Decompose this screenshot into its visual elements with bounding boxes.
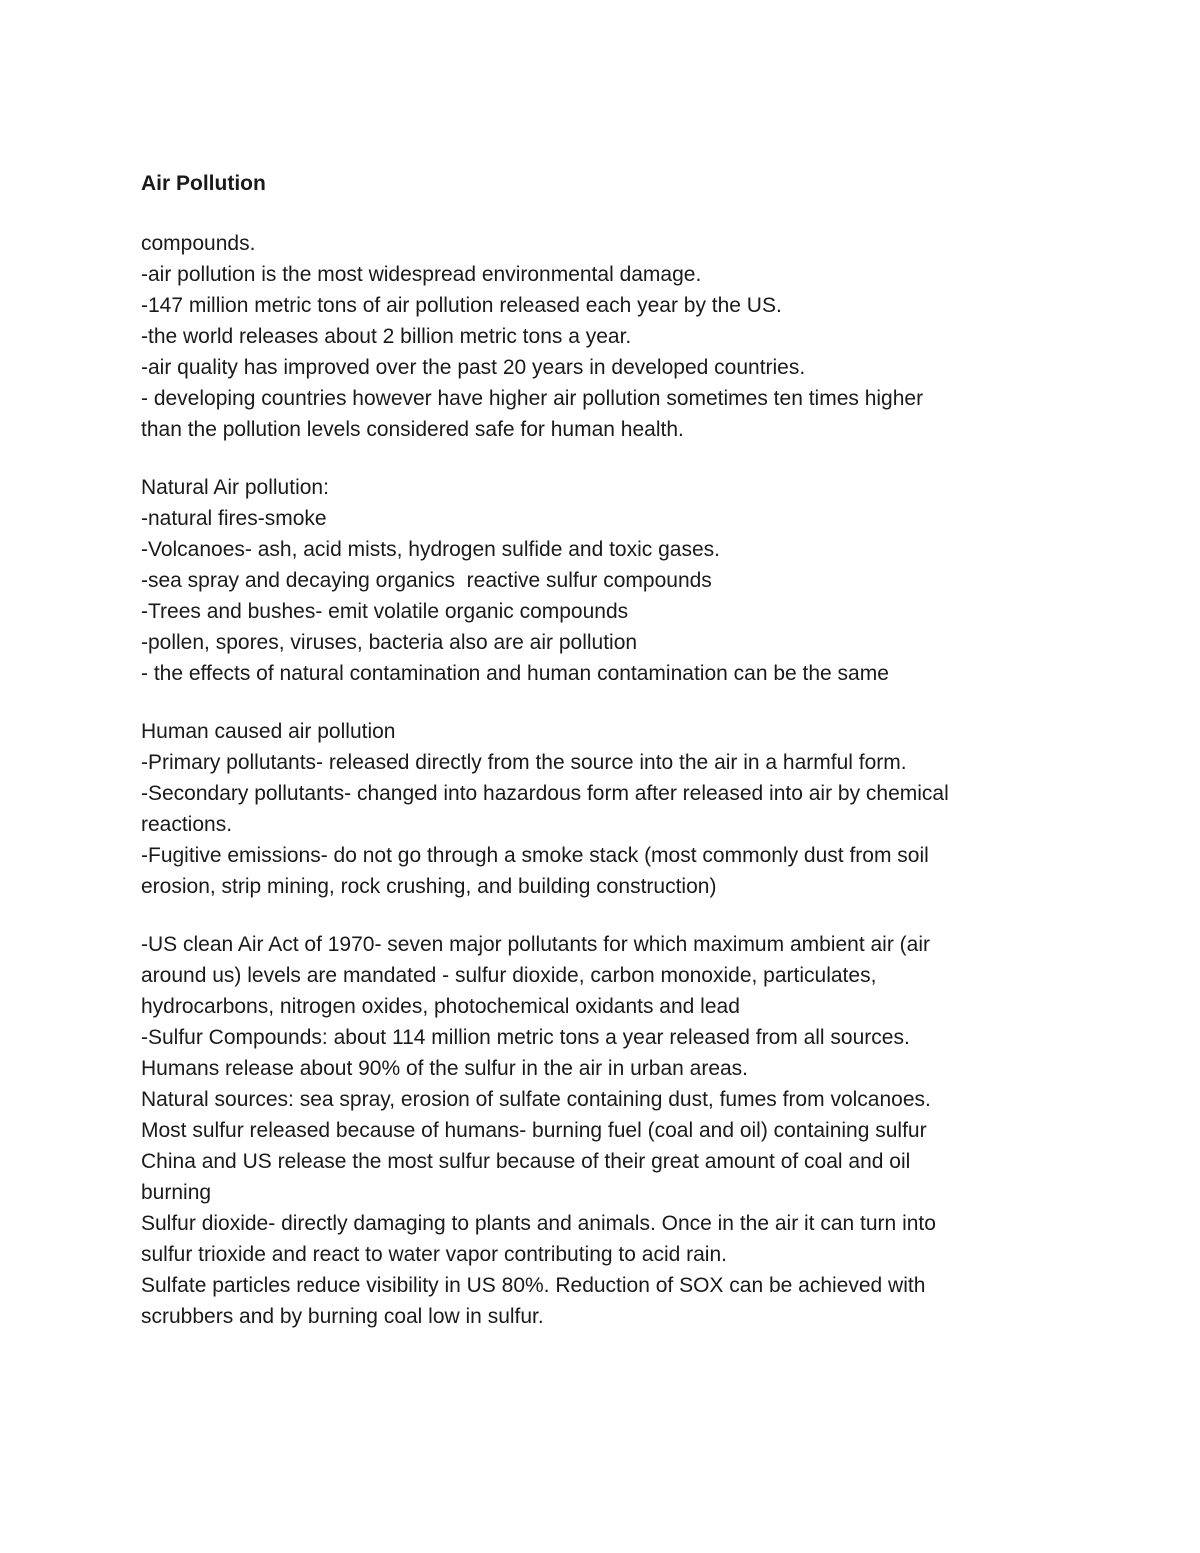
text-line: Most sulfur released because of humans- burning fuel (coal and oil) containing sulfur xyxy=(141,1119,927,1142)
paragraph-clean-air-act xyxy=(141,929,1061,1332)
text-line: compounds. xyxy=(141,232,256,255)
text-line: - developing countries however have higher air pollution sometimes ten times higher xyxy=(141,387,924,410)
text-line: -Trees and bushes- emit volatile organic compounds xyxy=(141,600,629,623)
text-line: -147 million metric tons of air pollution released each year by the US. xyxy=(141,294,782,317)
text-line: around us) levels are mandated - sulfur dioxide, carbon monoxide, particulates, xyxy=(141,964,877,987)
text-line: -Fugitive emissions- do not go through a smoke stack (most commonly dust from soil xyxy=(141,844,929,867)
text-line: Natural Air pollution: xyxy=(141,476,329,499)
text-line: hydrocarbons, nitrogen oxides, photochemical oxidants and lead xyxy=(141,995,740,1018)
text-line: sulfur trioxide and react to water vapor contributing to acid rain. xyxy=(141,1243,727,1266)
text-line: China and US release the most sulfur because of their great amount of coal and oil xyxy=(141,1150,911,1173)
paragraph-overview xyxy=(141,228,1061,445)
text-line: reactions. xyxy=(141,813,233,836)
text-line: than the pollution levels considered safe for human health. xyxy=(141,418,684,441)
text-line: Humans release about 90% of the sulfur in the air in urban areas. xyxy=(141,1057,749,1080)
text-line: -Primary pollutants- released directly from the source into the air in a harmful form. xyxy=(141,751,907,774)
text-line: -natural fires-smoke xyxy=(141,507,327,530)
text-line: -Sulfur Compounds: about 114 million metric tons a year released from all sources. xyxy=(141,1026,910,1049)
document-title: Air Pollution xyxy=(141,172,266,195)
text-line: -sea spray and decaying organics reactive sulfur compounds xyxy=(141,569,712,592)
paragraph-human-caused-air-pollution xyxy=(141,716,1061,902)
document-page xyxy=(141,168,1061,1359)
text-line: -air pollution is the most widespread environmental damage. xyxy=(141,263,702,286)
text-line: Sulfur dioxide- directly damaging to plants and animals. Once in the air it can turn into xyxy=(141,1212,936,1235)
text-line: - the effects of natural contamination and human contamination can be the same xyxy=(141,662,889,685)
text-line: -US clean Air Act of 1970- seven major pollutants for which maximum ambient air (air xyxy=(141,933,930,956)
text-line: erosion, strip mining, rock crushing, and building construction) xyxy=(141,875,717,898)
text-line: burning xyxy=(141,1181,212,1204)
text-line: Sulfate particles reduce visibility in US 80%. Reduction of SOX can be achieved with xyxy=(141,1274,926,1297)
text-line: -Volcanoes- ash, acid mists, hydrogen sulfide and toxic gases. xyxy=(141,538,720,561)
text-line: -pollen, spores, viruses, bacteria also are air pollution xyxy=(141,631,638,654)
text-line: Human caused air pollution xyxy=(141,720,396,743)
paragraph-natural-air-pollution xyxy=(141,472,1061,689)
text-line: -the world releases about 2 billion metric tons a year. xyxy=(141,325,632,348)
text-line: -Secondary pollutants- changed into hazardous form after released into air by chemical xyxy=(141,782,949,805)
text-line: scrubbers and by burning coal low in sulfur. xyxy=(141,1305,544,1328)
text-line: Natural sources: sea spray, erosion of sulfate containing dust, fumes from volcanoes. xyxy=(141,1088,931,1111)
text-line: -air quality has improved over the past 20 years in developed countries. xyxy=(141,356,806,379)
